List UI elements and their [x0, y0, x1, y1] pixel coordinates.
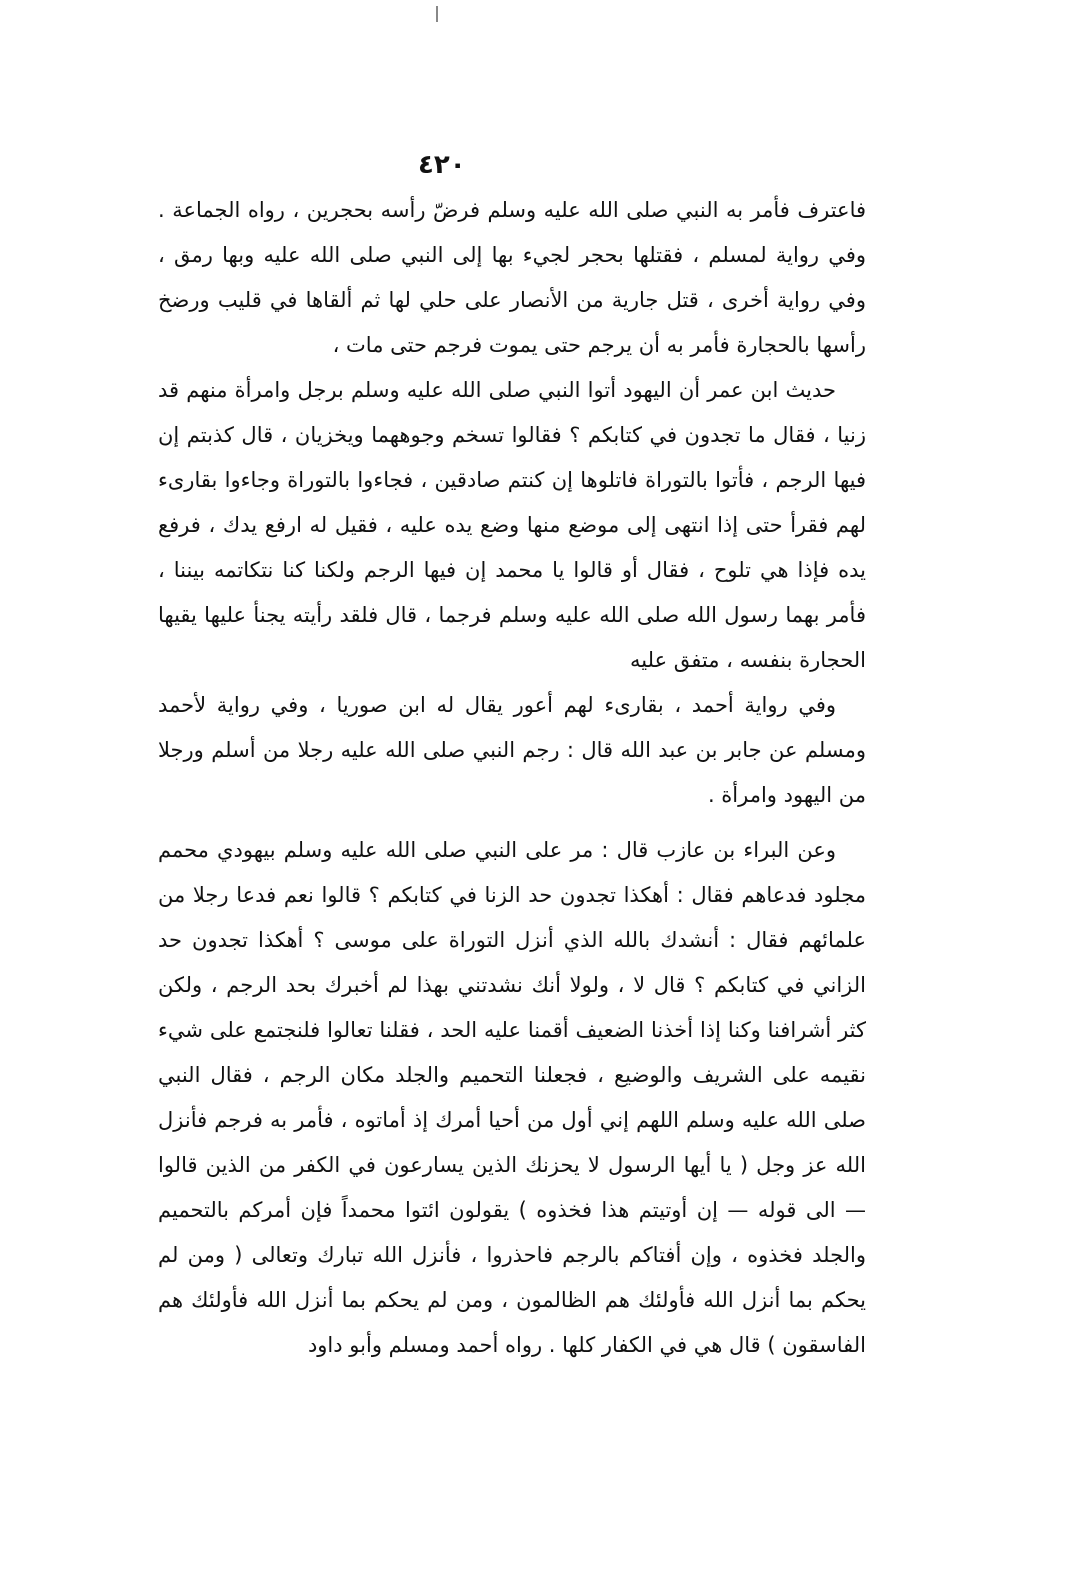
paragraph-3: وفي رواية أحمد ، بقارىء لهم أعور يقال له ابن صوريا ، وفي رواية لأحمد ومسلم عن جابر بن عبد الله قال : رجم النبي صلى الله عليه رجلا من أسلم ورجلا من اليهود وامرأة . [158, 693, 866, 807]
body-text [158, 188, 866, 1368]
paragraph-1: فاعترف فأمر به النبي صلى الله عليه وسلم فرضّ رأسه بحجرين ، رواه الجماعة . وفي رواية لمسلم ، فقتلها بحجر لجيء بها إلى النبي صلى الله عليه وبها رمق ، وفي رواية أخرى ، قتل جارية من الأنصار على حلي لها ثم ألقاها في قليب ورضخ رأسها بالحجارة فأمر به أن يرجم حتى يموت فرجم حتى مات ، [158, 198, 866, 357]
paragraph-2: حديث ابن عمر أن اليهود أتوا النبي صلى الله عليه وسلم برجل وامرأة منهم قد زنيا ، فقال ما تجدون في كتابكم ؟ فقالوا تسخم وجوههما ويخزيان ، قال كذبتم إن فيها الرجم ، فأتوا بالتوراة فاتلوها إن كنتم صادقين ، فجاءوا بالتوراة وجاءوا بقارىء لهم فقرأ حتى إذا انتهى إلى موضع منها وضع يده عليه ، فقيل له ارفع يدك ، فرفع يده فإذا هي تلوح ، فقال أو قالوا يا محمد إن فيها الرجم ولكنا كنا نتكاتمه بيننا ، فأمر بهما رسول الله صلى الله عليه وسلم فرجما ، قال فلقد رأيته يجنأ عليها يقيها الحجارة بنفسه ، متفق عليه [158, 378, 866, 672]
binding-mark [436, 6, 438, 22]
paragraph-4: وعن البراء بن عازب قال : مر على النبي صلى الله عليه وسلم بيهودي محمم مجلود فدعاهم فقال : أهكذا تجدون حد الزنا في كتابكم ؟ قالوا نعم فدعا رجلا من علمائهم فقال : أنشدك بالله الذي أنزل التوراة على موسى ؟ أهكذا تجدون حد الزاني في كتابكم ؟ قال لا ، ولولا أنك نشدتني بهذا لم أخبرك بحد الرجم ، ولكن كثر أشرافنا وكنا إذا أخذنا الضعيف أقمنا عليه الحد ، فقلنا تعالوا فلنجتمع على شيء نقيمه على الشريف والوضيع ، فجعلنا التحميم والجلد مكان الرجم ، فقال النبي صلى الله عليه وسلم اللهم إني أول من أحيا أمرك إذ أماتوه ، فأمر به فرجم فأنزل الله عز وجل ( يا أيها الرسول لا يحزنك الذين يسارعون في الكفر من الذين قالوا — الى قوله — إن أوتيتم هذا فخذوه ) يقولون ائتوا محمداً فإن أمركم بالتحميم والجلد فخذوه ، وإن أفتاكم بالرجم فاحذروا ، فأنزل الله تبارك وتعالى ( ومن لم يحكم بما أنزل الله فأولئك هم الظالمون ، ومن لم يحكم بما أنزل الله فأولئك هم الفاسقون ) قال هي في الكفار كلها . رواه أحمد ومسلم وأبو داود [158, 838, 866, 1357]
page-number: ٤٢٠ [418, 150, 466, 180]
